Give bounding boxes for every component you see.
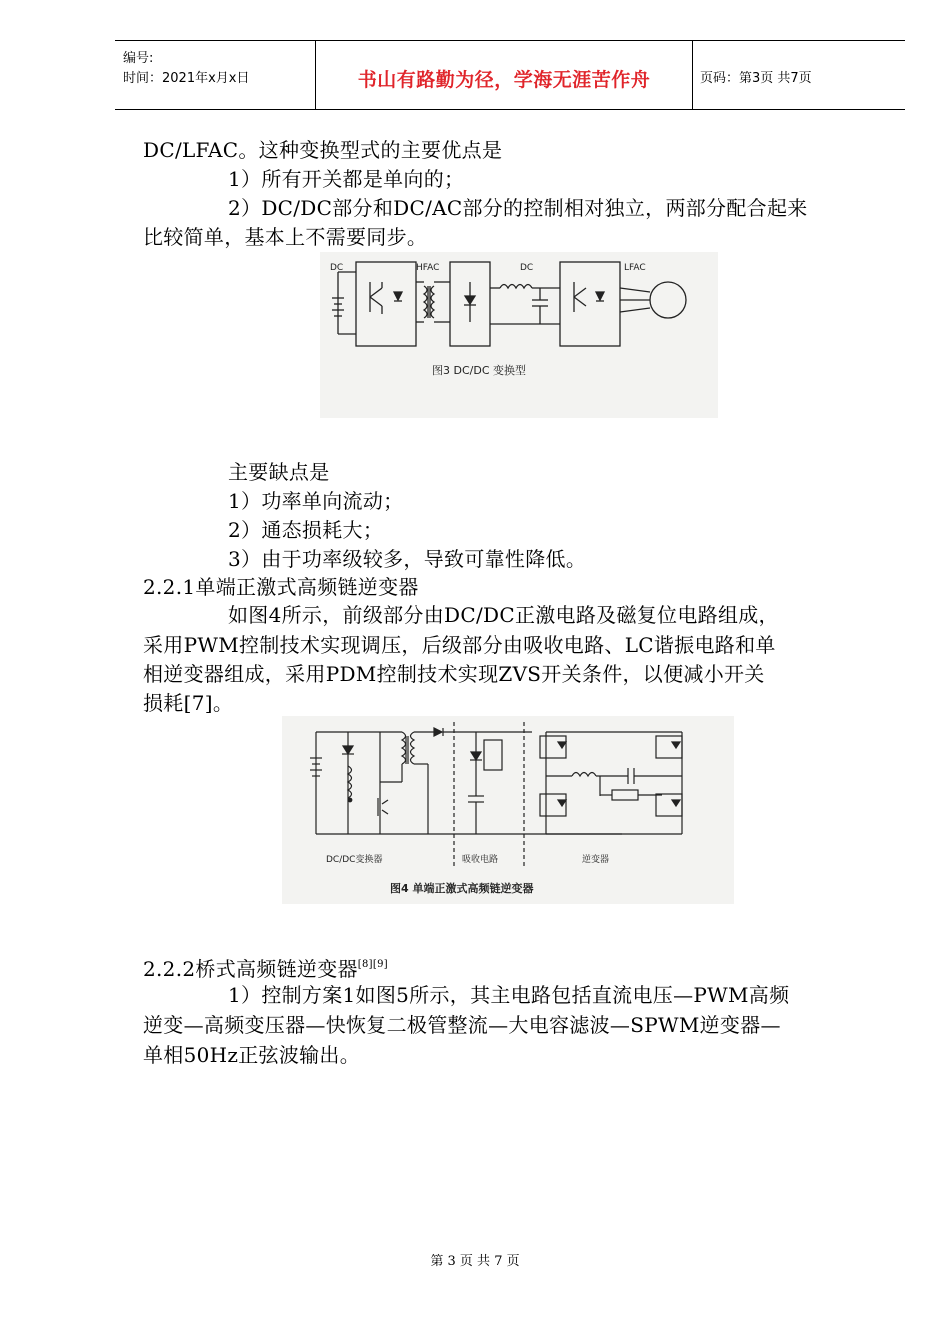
fig4-label-absorb: 吸收电路: [462, 855, 499, 865]
section-heading: 2.2.1单端正激式高频链逆变器: [143, 575, 419, 599]
figure-3-diagram: [320, 252, 718, 418]
text-line: 1）功率单向流动；: [228, 489, 404, 513]
text-line: 1）所有开关都是单向的；: [228, 167, 465, 191]
figure-4-diagram: [282, 716, 734, 904]
text-line: 比较简单，基本上不需要同步。: [143, 225, 428, 249]
citation-refs: [8][9]: [357, 959, 388, 970]
text-line: 采用PWM控制技术实现调压，后级部分由吸收电路、LC谐振电路和单: [143, 633, 776, 657]
header-page-cell: [692, 41, 905, 109]
fig4-label-inverter: 逆变器: [582, 855, 610, 865]
serial-label: 编号:: [123, 51, 154, 66]
header-left-cell: [115, 41, 315, 109]
fig3-label-hfac: HFAC: [416, 263, 440, 273]
figure-3: [320, 252, 718, 418]
text-line: 2）通态损耗大；: [228, 518, 384, 542]
text-line: 逆变—高频变压器—快恢复二极管整流—大电容滤波—SPWM逆变器—: [143, 1013, 781, 1037]
text-line: 主要缺点是: [228, 460, 330, 484]
page-footer: 第 3 页 共 7 页: [430, 1254, 520, 1269]
text-line: 单相50Hz正弦波输出。: [143, 1043, 361, 1067]
page-info: 页码：第3页 共7页: [700, 71, 812, 86]
text-line: 如图4所示，前级部分由DC/DC正激电路及磁复位电路组成，: [228, 603, 779, 627]
text-line: 相逆变器组成，采用PDM控制技术实现ZVS开关条件，以便减小开关: [143, 662, 765, 686]
text-line: 1）控制方案1如图5所示，其主电路包括直流电压—PWM高频: [228, 983, 790, 1007]
text-line: 2）DC/DC部分和DC/AC部分的控制相对独立，两部分配合起来: [228, 196, 808, 220]
fig4-caption: 图4 单端正激式高频链逆变器: [390, 882, 534, 895]
page-header: [115, 40, 905, 110]
text-line: 损耗[7]。: [143, 691, 234, 715]
fig3-label-lfac: LFAC: [624, 263, 646, 273]
fig3-label-dc2: DC: [520, 263, 534, 273]
motto: 书山有路勤为径，学海无涯苦作舟: [357, 69, 651, 91]
section-heading: [143, 952, 388, 982]
text-line: DC/LFAC。这种变换型式的主要优点是: [143, 138, 503, 162]
fig4-label-dcdc: DC/DC变换器: [326, 855, 383, 865]
figure-4: [282, 716, 734, 904]
fig3-label-dc: DC: [330, 263, 344, 273]
time-label: 时间：2021年x月x日: [123, 71, 250, 86]
fig3-caption: 图3 DC/DC 变换型: [432, 364, 526, 377]
text-line: 3）由于功率级较多，导致可靠性降低。: [228, 547, 587, 571]
header-motto-cell: [315, 41, 693, 109]
section-heading-text: 2.2.2桥式高频链逆变器: [143, 957, 358, 981]
